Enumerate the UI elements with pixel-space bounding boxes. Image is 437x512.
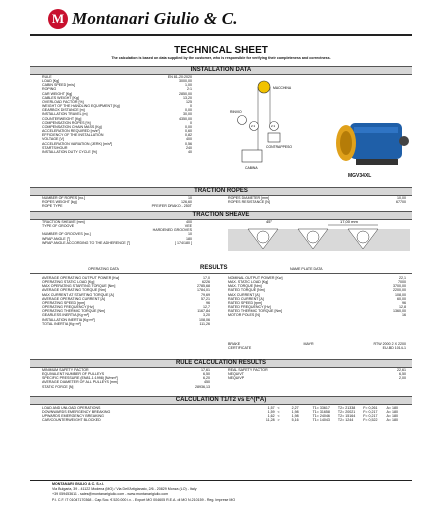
installation-row-value: 13,20 <box>183 95 192 100</box>
sheave-row-value: 400 <box>186 220 192 224</box>
nameplate-row-value: 2200,00 <box>393 288 406 293</box>
sheave-row-label: WRAP ANGLE ACCORDING TO THE ADHERENCE [°] <box>42 240 131 245</box>
calc-t1: 24046 <box>319 414 330 419</box>
result-row-label: INSTALLATION INERTIA [Kg·m²] <box>42 317 95 322</box>
ropes-row <box>228 200 406 204</box>
result-row-value: 12,7 <box>203 305 210 310</box>
brake-maker: MAYR <box>303 342 314 346</box>
ropes-left-list <box>42 196 192 208</box>
sheave-row <box>42 241 192 245</box>
calc-section-bar: CALCULATION T1/T2 vs E^(f*A) <box>30 396 412 405</box>
sheave-row-label: WRAP ANGLE [°] <box>42 236 71 241</box>
calc-t1-prefix: T1= <box>312 418 319 423</box>
calc-label: DOWNWARDS EMERGENCY BREAKING <box>42 410 111 415</box>
cabin-icon <box>242 150 262 162</box>
rule-row-value: 28936,13 <box>195 384 210 389</box>
rule-section-bar: RULE CALCULATION RESULTS <box>30 359 412 368</box>
installation-section-bar: INSTALLATION DATA <box>30 66 412 75</box>
rule-row-value: 22,61 <box>397 368 406 372</box>
installation-row-label: LOAD [Kg] <box>42 79 60 84</box>
installation-row-label: WEIGHT OF THE HANDLING EQUIPMENT [Kg] <box>42 104 120 109</box>
result-row-value: 111,26 <box>199 321 210 326</box>
installation-row-value: 3000,00 <box>179 79 192 84</box>
installation-row-label: ROPING <box>42 87 57 92</box>
sheave-row-value: 180 <box>186 236 192 241</box>
nameplate-row-value: 3700,00 <box>393 284 406 289</box>
rule-row-label: MINIMUM SAFETY FACTOR <box>42 368 89 372</box>
ropes-right-list <box>228 196 406 204</box>
installation-row-label: CABLES WEIGHT [Kg] <box>42 95 79 100</box>
calc-cmp: < <box>277 406 280 410</box>
result-row-value: 1167,84 <box>197 309 210 314</box>
calc-e: 2,27 <box>291 406 299 410</box>
results-operating-list <box>42 276 210 326</box>
nameplate-row-label: MAX. STATIC LOAD [Kg] <box>228 280 269 285</box>
nameplate-row-value: 22,1 <box>399 276 406 280</box>
nameplate-row-label: RATED SPEED [rpm] <box>228 300 263 305</box>
calc-t2-prefix: T2= <box>337 406 345 410</box>
calc-f-prefix: F= <box>363 406 368 410</box>
installation-row-label: GEARBOX DISTANCE [m] <box>42 108 85 113</box>
calc-a-prefix: A= <box>386 406 391 410</box>
installation-row-value: 2850,00 <box>179 91 192 96</box>
results-rule <box>30 273 412 274</box>
calc-e: 5,16 <box>291 418 299 423</box>
calc-cmp: < <box>277 410 280 415</box>
calc-t1-prefix: T1= <box>312 410 319 415</box>
footer-rule <box>30 480 412 481</box>
rule-row <box>42 385 210 389</box>
rinvio-pulley-icon <box>238 116 247 125</box>
installation-row-label: OVERLOAD FACTOR [%] <box>42 99 84 104</box>
installation-row-value: EN 81-20:2020 <box>167 75 192 79</box>
nameplate-row <box>228 313 406 317</box>
calc-t1: 31658 <box>319 410 330 415</box>
rule-row-value: 450 <box>204 380 210 385</box>
installation-row-value: 0,00 <box>185 124 192 129</box>
result-row-label: GEARLESS INERTIA [Kg·m²] <box>42 313 90 318</box>
footer-legal: P.I. C.F. IT 01047170368 - Cap.Soc. € 520.000 i.v. - Export MO 004605 R.E.A. di MO N.210159 - Reg. Imprese MO <box>52 497 236 502</box>
calc-a-prefix: A= <box>386 410 391 415</box>
result-row-value: 1784,01 <box>197 288 210 293</box>
footer-contact: +39 059453611 - sales@montanarigiulio.com - www.montanarigiulio.com <box>52 492 169 497</box>
installation-row-value: 240 <box>186 145 192 150</box>
calc-f-prefix: F= <box>363 414 368 419</box>
result-row-label: OPERATING THERMIC TORQUE [Nm] <box>42 309 106 314</box>
calc-f: 0,217 <box>368 414 378 419</box>
ropes-row-value: 10 <box>188 196 192 200</box>
installation-row-value: 2:1 <box>187 87 192 92</box>
calc-f-prefix: F= <box>363 410 368 415</box>
calc-label: UPWARDS EMERGENCY BREAKING <box>42 414 104 419</box>
calc-t1: 33617 <box>319 406 330 410</box>
installation-row-value: 1,00 <box>185 83 192 88</box>
result-row-value: 96 <box>206 300 210 305</box>
result-row-value: 79,69 <box>201 292 210 297</box>
sheave-data-list <box>42 220 192 245</box>
ropes-section-bar: TRACTION ROPES <box>30 187 412 196</box>
calc-t2-prefix: T2= <box>337 418 345 423</box>
calc-t: 1,59 <box>267 410 275 415</box>
roping-diagram <box>202 76 302 172</box>
calc-cmp: > <box>277 418 280 423</box>
installation-row-value: 400 <box>186 137 192 142</box>
installation-row-label: COUNTERWEIGHT [Kg] <box>42 116 82 121</box>
installation-row-label: CABIN SPEED [m/s] <box>42 83 75 88</box>
installation-row-value: 30,00 <box>183 112 192 117</box>
machine-sheave-icon <box>258 81 270 93</box>
rule-row-value: 6,50 <box>203 372 210 377</box>
installation-row-value: 0 <box>190 104 192 109</box>
rule-row-value: 6,20 <box>203 376 210 381</box>
installation-row-label: COMPENSATION CHAIN MASS [Kg] <box>42 124 102 129</box>
machine-label: MACCHINA <box>273 86 292 90</box>
ropes-row-value: 126,60 <box>181 200 192 205</box>
calc-f: 0,522 <box>368 418 378 423</box>
calc-t1: 14043 <box>319 418 330 423</box>
brake-block <box>228 342 406 350</box>
ropes-row <box>42 204 192 208</box>
nameplate-row-value: 60,00 <box>397 296 406 301</box>
installation-row-value: 0,82 <box>185 133 192 138</box>
ropes-row-value: 10,00 <box>397 196 406 200</box>
ropes-row-value: 67700 <box>396 200 406 205</box>
results-section-title: RESULTS <box>200 265 228 271</box>
rule-row-label: EQUIVALENT NUMBER OF PULLEYS <box>42 372 105 377</box>
result-row-label: MAX CURRENT AT STARTING TORQUE [A] <box>42 292 114 297</box>
calc-t: 11,28 <box>265 418 275 423</box>
calc-t2-prefix: T2= <box>337 410 345 415</box>
result-row-value: 108,06 <box>199 317 210 322</box>
installation-row-label: ACCELERATION REQUIRED [m/s²] <box>42 129 100 134</box>
calc-a-prefix: A= <box>386 418 391 423</box>
rule-row-label: SPECIFIC PRESSURE (EN81-1:1998) [N/mm²] <box>42 376 118 381</box>
nameplate-row-value: 7000 <box>398 280 406 285</box>
installation-row-value: 0 <box>190 120 192 125</box>
nameplate-row-value: 96 <box>402 300 406 305</box>
nameplate-row-label: RATED FREQUENCY [Hz] <box>228 305 271 310</box>
header-rule <box>30 34 412 36</box>
calc-f-prefix: F= <box>363 418 368 423</box>
sheave-row-label: TYPE OF GROOVE <box>42 224 75 229</box>
brake-label: BRAKE <box>228 342 241 346</box>
sheave-row-label: NUMBER OF GROOVES [no.] <box>42 232 91 237</box>
calc-t2: 15164 <box>345 414 356 419</box>
result-row-label: AVERAGE OPERATING OUTPUT POWER [Kw] <box>42 276 120 280</box>
calc-a: 180 <box>392 418 398 423</box>
nameplate-row-value: 108,00 <box>395 292 406 297</box>
calc-label: CAR/COUNTERWEIGHT BLOCKED <box>42 418 101 423</box>
rule-left-list <box>42 368 210 389</box>
result-row-value: 17,0 <box>203 276 210 280</box>
sheave-row-label: TRACTION SHEAVE [mm] <box>42 220 85 224</box>
calc-label: LOAD AND UNLOAD OPERATIONS <box>42 406 101 410</box>
sheave-row-value: 10 <box>188 232 192 237</box>
ropes-row-label: ROPES DIAMETER [mm] <box>228 196 270 200</box>
calc-a: 180 <box>392 410 398 415</box>
roping-ratio-a: 2:1 <box>251 124 256 129</box>
calc-a-prefix: A= <box>386 414 391 419</box>
ropes-row-value: PFEIFER DRAKO - 250T <box>151 204 192 209</box>
counterweight-icon <box>268 133 280 142</box>
result-row-value: 2785,68 <box>197 284 210 289</box>
rule-row-value: 6,50 <box>399 372 406 377</box>
rule-row <box>228 376 406 380</box>
sheave-section-bar: TRACTION SHEAVE <box>30 211 412 220</box>
calc-t: 1,62 <box>267 414 275 419</box>
result-row-label: OPERATING STATIC LOAD [Kg] <box>42 280 95 285</box>
sheave-row-value: HARDENED GROOVES <box>152 228 192 233</box>
brand-name: Montanari Giulio & C. <box>72 9 238 28</box>
rule-row-label: AVERAGE DIAMETER OF ALL PULLEYS [mm] <box>42 380 118 385</box>
calc-t2: 21338 <box>345 406 356 410</box>
installation-data-list <box>42 75 192 154</box>
installation-row-value: 4350,00 <box>179 116 192 121</box>
footer-company: MONTANARI GIULIO & C. S.r.l. <box>52 482 104 486</box>
cabin-label: CABINA <box>245 166 258 170</box>
installation-row-label: CAR WEIGHT [Kg] <box>42 91 73 96</box>
result-row-value: 6226 <box>202 280 210 285</box>
result-row-label: AVERAGE OPERATING TORQUE [Nm] <box>42 288 106 293</box>
calc-row <box>42 418 406 422</box>
installation-row-label: COMPENSATION ROPES [%] <box>42 120 91 125</box>
groove-angle: 45° <box>266 219 273 224</box>
installation-row-label: VOLTAGE [V] <box>42 137 64 142</box>
result-row-value: 3,20 <box>203 313 210 318</box>
rule-row-label: NEQUIVP <box>228 376 245 381</box>
calc-cmp: < <box>277 414 280 419</box>
installation-row-value: 0,56 <box>185 141 192 146</box>
calc-t2-prefix: T2= <box>337 414 345 419</box>
brand-mark-icon: M <box>48 9 68 29</box>
footer-address: Via Bulgaria, 39 - 41122 Modena (MO) / Via Dell'Artigianato, 2/6 - 20829 Monza (LO) - Italy <box>52 487 197 492</box>
rule-right-list <box>228 368 406 380</box>
calc-a: 180 <box>392 406 398 410</box>
nameplate-row-label: RATED TORQUE [Nm] <box>228 288 265 293</box>
installation-row-value: 0,00 <box>185 108 192 113</box>
nameplate-row-label: NOMINAL OUTPUT POWER [Kw] <box>228 276 283 280</box>
nameplate-row-value: 12,8 <box>399 305 406 310</box>
nameplate-row-value: 16 <box>402 313 406 318</box>
result-row-label: OPERATING SPEED [rpm] <box>42 300 86 305</box>
rule-row-label: NEQUIVT <box>228 372 244 377</box>
nameplate-row-label: MAX. TORQUE [Nm] <box>228 284 262 289</box>
installation-row-label: RULE <box>42 75 52 79</box>
footer <box>52 482 235 503</box>
result-row-value: 57,21 <box>201 296 210 301</box>
name-plate-header: NAME PLATE DATA <box>290 267 323 271</box>
sheave-row-value: VEE <box>184 224 192 229</box>
certificate-value: EU-BD 1014-1 <box>382 346 406 351</box>
rule-row-value: 17,61 <box>201 368 210 372</box>
counterweight-label: CONTRAPPESO <box>266 145 292 149</box>
nameplate-row-label: MOTOR POLES [N] <box>228 313 260 318</box>
installation-row-label: INSTALLATION DUTY CYCLE [%] <box>42 149 97 154</box>
certificate-label: CERTIFICATE <box>228 346 252 351</box>
roping-ratio-b: 2:1 <box>271 124 276 129</box>
brand-logo <box>48 8 238 30</box>
ropes-row-label: ROPES RESISTANCE [N] <box>228 200 270 205</box>
calc-t1-prefix: T1= <box>312 406 319 410</box>
nameplate-row-label: RATED CURRENT [A] <box>228 296 264 301</box>
sheet-subtitle: The calculation is based on data supplied by the customer, who is responsible for verifying their completeness and correctness. <box>111 56 331 60</box>
installation-row-value: 40 <box>188 149 192 154</box>
result-row-label: MAX OPERATING STARTING TORQUE [Nm] <box>42 284 116 289</box>
calc-t2: 20021 <box>345 410 356 415</box>
nameplate-row-label: MAX CURRENT [A] <box>228 292 260 297</box>
installation-row <box>42 150 192 154</box>
rule-row-label: STATIC FORCE [N] <box>42 384 74 389</box>
sheave-row-value: [ 174/180 ] <box>175 240 192 245</box>
results-nameplate-list <box>228 276 406 318</box>
operating-data-header: OPERATING DATA <box>88 267 119 271</box>
installation-row-label: STARTS/HOUR <box>42 145 68 150</box>
result-row <box>42 322 210 326</box>
calc-e: 1,98 <box>291 410 299 415</box>
result-row-label: OPERATING FREQUENCY [Hz] <box>42 305 94 310</box>
calc-t: 1,57 <box>267 406 275 410</box>
calc-a: 180 <box>392 414 398 419</box>
calc-table <box>42 406 406 423</box>
result-row-label: AVERAGE OPERATING CURRENT [A] <box>42 296 105 301</box>
motor-model: MGV34XL <box>348 173 372 179</box>
nameplate-row-label: RATED THERMIC TORQUE [Nm] <box>228 309 283 314</box>
groove-pitch: 17,00 mm <box>340 219 358 224</box>
gearless-motor-icon <box>320 115 412 173</box>
installation-row-value: 0,60 <box>185 129 192 134</box>
result-row-label: TOTAL INERTIA [Kg·m²] <box>42 321 81 326</box>
calc-t1-prefix: T1= <box>312 414 319 419</box>
calc-e: 1,98 <box>291 414 299 419</box>
rule-row-value: 2,00 <box>399 376 406 381</box>
installation-row-value: 125 <box>186 99 192 104</box>
groove-profile-diagram <box>228 217 410 253</box>
installation-row-label: EFFICIENCY OF THE INSTALLATION <box>42 133 104 138</box>
sheet-title: TECHNICAL SHEET <box>174 45 268 56</box>
calc-t2: 1244 <box>345 418 354 423</box>
brake-model: RTW 2000 2 X 2200 <box>373 342 406 346</box>
nameplate-row-value: 1360,00 <box>393 309 406 314</box>
calc-f: 0,217 <box>368 410 378 415</box>
rule-row-label: REAL SAFETY FACTOR <box>228 368 268 372</box>
installation-row-label: ACCELERATION VARIATION (JERK) [m/s³] <box>42 141 113 146</box>
rinvio-label: RINVIO <box>230 110 242 114</box>
ropes-row-label: ROPES WEIGHT [kg] <box>42 200 77 205</box>
ropes-row-label: NUMBER OF ROPES [no.] <box>42 196 86 200</box>
ropes-row-label: ROPE TYPE <box>42 204 63 209</box>
installation-row-label: INSTALLATION TRAVEL [m] <box>42 112 88 117</box>
calc-f: 0,261 <box>368 406 378 410</box>
